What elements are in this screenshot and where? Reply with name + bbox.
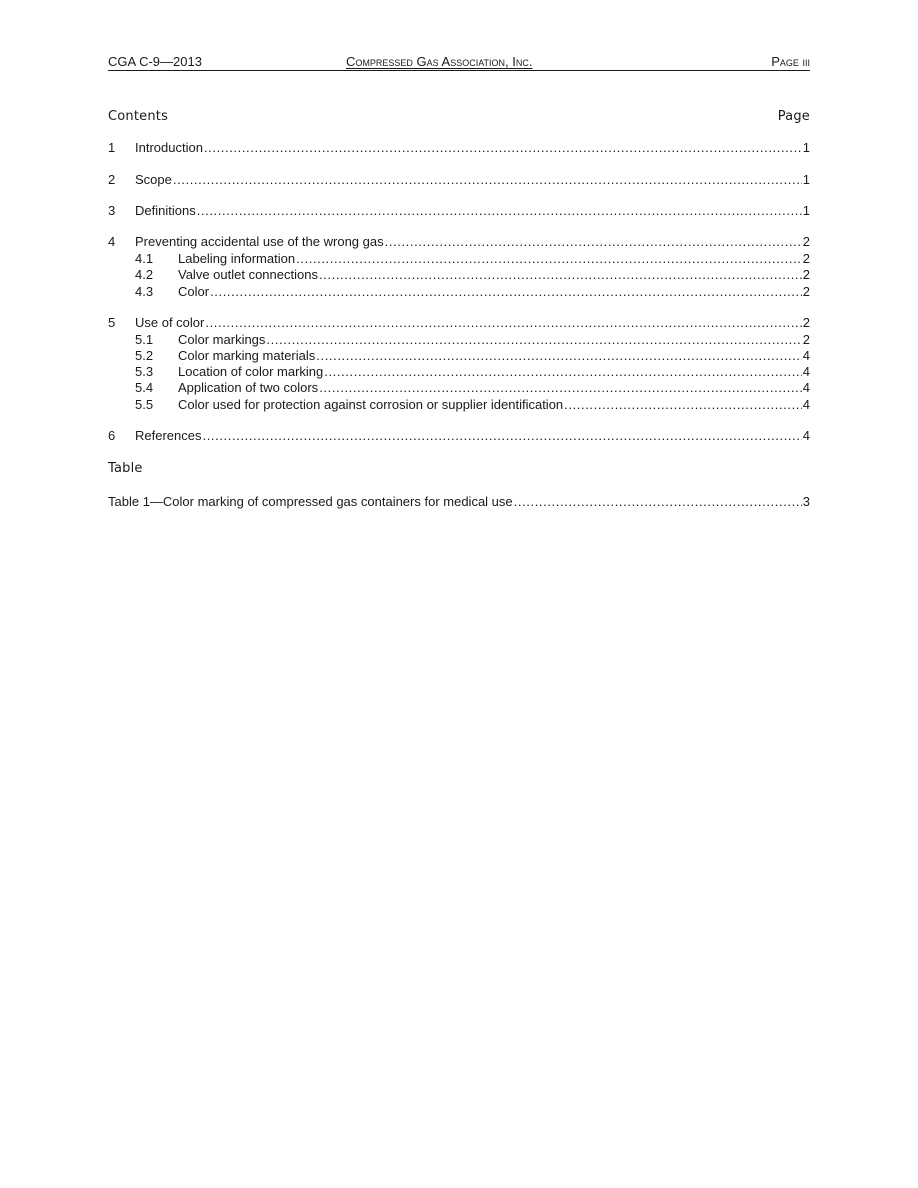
toc-entry-title: Color markings: [178, 332, 266, 347]
dot-leader: [319, 380, 802, 396]
toc-entry-number: 4.2: [135, 267, 154, 282]
toc-entry-number: 2: [108, 172, 116, 187]
toc-entry-number: 5.5: [135, 397, 154, 412]
toc-entry-title: Color marking materials: [178, 348, 316, 363]
toc-entry-5-4[interactable]: [135, 380, 810, 396]
table-heading-row: [108, 461, 810, 476]
toc-entry-number: 5.3: [135, 364, 154, 379]
toc-entry-title: Application of two colors: [178, 380, 319, 395]
toc-entry-title: Definitions: [135, 203, 196, 218]
running-header: [108, 54, 810, 71]
toc-entry-title: References: [135, 428, 202, 443]
toc-entry-5-1[interactable]: [135, 332, 810, 348]
dot-leader: [324, 364, 802, 380]
dot-leader: [204, 140, 802, 156]
toc-entry-4-1[interactable]: [135, 251, 810, 267]
toc-entry-6[interactable]: [108, 428, 810, 444]
toc-entry-page: 4: [802, 348, 810, 363]
toc-entry-3[interactable]: [108, 203, 810, 219]
header-page-number: Page iii: [771, 54, 810, 69]
toc-entry-title: Color used for protection against corrosion or supplier identification: [178, 397, 564, 412]
toc-entry-page: 2: [802, 251, 810, 266]
toc-entry-number: 4.3: [135, 284, 154, 299]
table-entry-title: Table 1—Color marking of compressed gas containers for medical use: [108, 494, 513, 509]
toc-entry-1[interactable]: [108, 140, 810, 156]
toc-entry-page: 4: [802, 428, 810, 443]
toc-entry-title: Scope: [135, 172, 172, 187]
dot-leader: [197, 203, 802, 219]
toc-entry-5-5[interactable]: [135, 397, 810, 413]
toc-entry-4-2[interactable]: [135, 267, 810, 283]
toc-entry-number: 5.4: [135, 380, 154, 395]
toc-entry-title: Color: [178, 284, 210, 299]
toc-entry-title: Valve outlet connections: [178, 267, 318, 282]
toc-entry-page: 4: [802, 380, 810, 395]
toc-entry-number: 1: [108, 140, 116, 155]
dot-leader: [514, 494, 802, 510]
toc-entry-number: 5: [108, 315, 116, 330]
dot-leader: [564, 397, 802, 413]
toc-entry-page: 2: [802, 234, 810, 249]
toc-entry-page: 2: [802, 267, 810, 282]
dot-leader: [210, 284, 802, 300]
toc-entry-5[interactable]: [108, 315, 810, 331]
toc-entry-title: Use of color: [135, 315, 205, 330]
toc-entry-page: 1: [802, 140, 810, 155]
toc-entry-4[interactable]: [108, 234, 810, 250]
toc-entry-page: 2: [802, 315, 810, 330]
toc-entry-number: 6: [108, 428, 116, 443]
table-entry-page: 3: [802, 494, 810, 509]
toc-entry-title: Preventing accidental use of the wrong gas: [135, 234, 384, 249]
table-heading: Table: [108, 461, 143, 476]
dot-leader: [385, 234, 802, 250]
dot-leader: [316, 348, 802, 364]
header-organization: Compressed Gas Association, Inc.: [346, 54, 533, 69]
dot-leader: [266, 332, 801, 348]
toc-entry-number: 5.2: [135, 348, 154, 363]
dot-leader: [319, 267, 802, 283]
toc-entry-2[interactable]: [108, 172, 810, 188]
toc-entry-page: 4: [802, 397, 810, 412]
header-document-id: CGA C-9—2013: [108, 54, 202, 69]
toc-entry-page: 1: [802, 172, 810, 187]
toc-entry-5-3[interactable]: [135, 364, 810, 380]
toc-entry-number: 3: [108, 203, 116, 218]
table-list-entry-1[interactable]: [108, 494, 810, 510]
toc-entry-title: Location of color marking: [178, 364, 324, 379]
contents-heading-row: [108, 109, 810, 124]
contents-heading: Contents: [108, 109, 169, 124]
toc-entry-page: 2: [802, 332, 810, 347]
page-column-heading: Page: [777, 109, 810, 124]
toc-entry-4-3[interactable]: [135, 284, 810, 300]
dot-leader: [202, 428, 801, 444]
toc-entry-number: 4.1: [135, 251, 154, 266]
toc-entry-number: 4: [108, 234, 116, 249]
dot-leader: [296, 251, 802, 267]
toc-entry-5-2[interactable]: [135, 348, 810, 364]
toc-entry-title: Labeling information: [178, 251, 296, 266]
dot-leader: [173, 172, 802, 188]
toc-entry-title: Introduction: [135, 140, 203, 155]
toc-entry-page: 2: [802, 284, 810, 299]
toc-entry-page: 1: [802, 203, 810, 218]
toc-entry-number: 5.1: [135, 332, 154, 347]
toc-entry-page: 4: [802, 364, 810, 379]
dot-leader: [205, 315, 801, 331]
